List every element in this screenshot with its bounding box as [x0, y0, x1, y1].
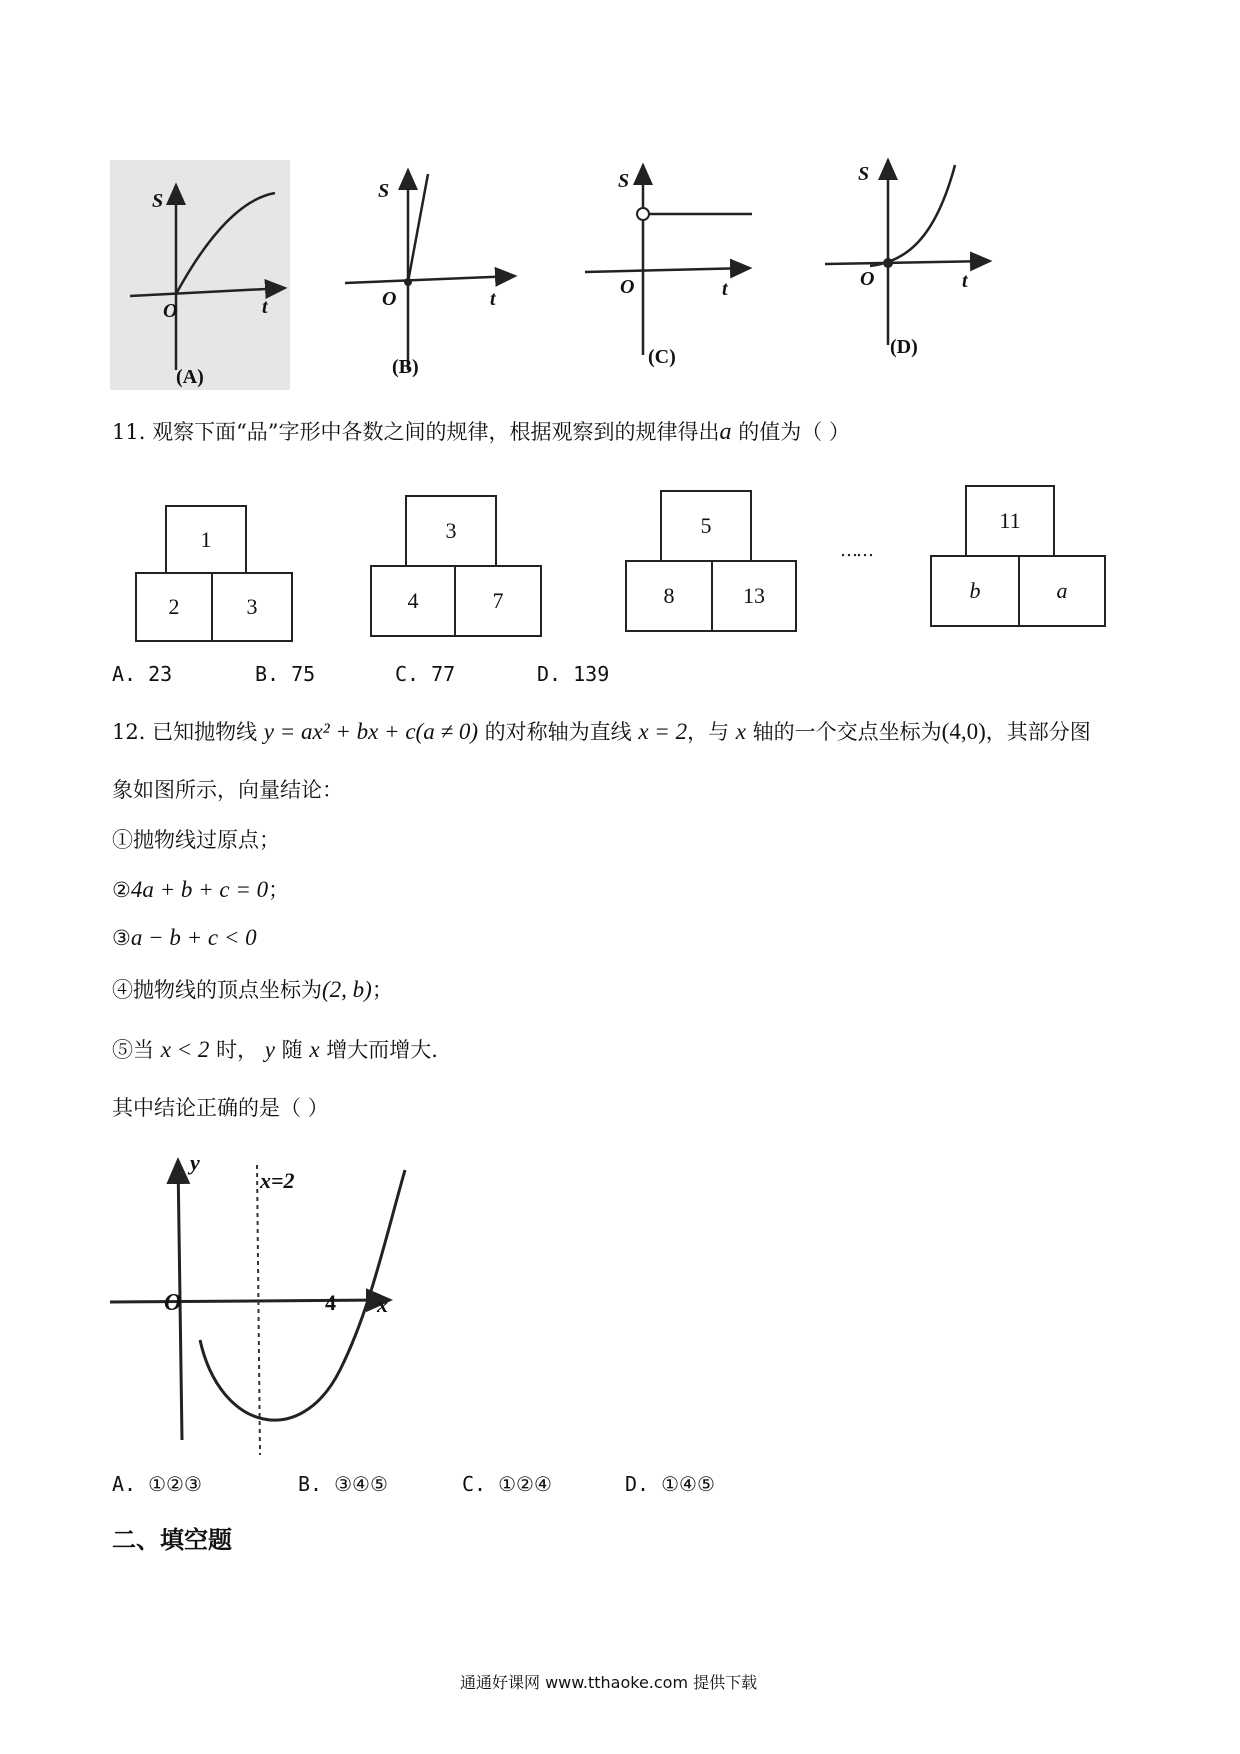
graph-d-t-label: t: [962, 270, 968, 292]
pin-shape-2-left: 4: [370, 565, 456, 637]
pin-shape-2-right: 7: [454, 565, 542, 637]
graph-c-axes: [585, 165, 750, 355]
parabola-root-label: 4: [325, 1290, 336, 1315]
section-heading-fill-in: 二、填空题: [112, 1526, 232, 1554]
parabola-x-axis: [110, 1300, 390, 1302]
q12-option-b[interactable]: B. ③④⑤: [298, 1472, 388, 1496]
question-12-line1: 12. 已知抛物线 y = ax² + bx + c(a ≠ 0) 的对称轴为直线 x = 2，与 x 轴的一个交点坐标为(4,0)，其部分图: [112, 719, 1091, 744]
q11-option-a[interactable]: A. 23: [112, 662, 173, 686]
pin-shape-4-left: b: [930, 555, 1020, 627]
conclusion-5: ⑤当 x < 2 时， y 随 x 增大而增大.: [112, 1037, 438, 1062]
pin-shape-1-left: 2: [135, 572, 213, 642]
graph-b-line: [408, 174, 428, 282]
graph-b-origin-dot: [404, 278, 412, 286]
question-12-ask: 其中结论正确的是（ ）: [112, 1096, 329, 1120]
q12-option-c[interactable]: C. ①②④: [462, 1472, 552, 1496]
graph-c-s-label: S: [618, 170, 630, 192]
pin-shape-1-right: 3: [211, 572, 293, 642]
graph-d-label: (D): [890, 336, 918, 358]
conclusion-1: ①抛物线过原点；: [112, 828, 280, 852]
parabola-y-label: y: [190, 1150, 200, 1175]
pin-ellipsis: ……: [840, 540, 872, 561]
symmetry-axis: [257, 1165, 260, 1455]
conclusion-4: ④抛物线的顶点坐标为(2, b)；: [112, 977, 393, 1002]
pin-shape-2-top: 3: [405, 495, 497, 567]
pin-shape-4-right: a: [1018, 555, 1106, 627]
graph-a-origin-label: O: [163, 300, 178, 322]
q11-option-c[interactable]: C. 77: [395, 662, 456, 686]
graph-a-label: (A): [176, 366, 204, 388]
graph-b-s-label: S: [378, 180, 390, 202]
footer-text: 通通好课网 www.tthaoke.com 提供下载: [460, 1673, 758, 1692]
pin-shape-1-top: 1: [165, 505, 247, 575]
conclusion-3: ③a − b + c < 0: [112, 925, 257, 950]
graph-d-curve: [870, 165, 955, 266]
symmetry-axis-label: x=2: [260, 1168, 295, 1193]
graph-b-axes: [345, 170, 515, 370]
pin-shape-3-top: 5: [660, 490, 752, 562]
graph-d-origin-dot: [883, 258, 893, 268]
top-graphs: [0, 0, 1240, 400]
graph-c-origin-label: O: [620, 276, 635, 298]
graph-a-curve: [176, 193, 275, 294]
graph-c-label: (C): [648, 346, 676, 368]
question-12-line2: 象如图所示，向量结论：: [112, 778, 343, 802]
parabola-curve: [200, 1170, 405, 1420]
graph-c-open-dot: [637, 208, 649, 220]
q11-option-b[interactable]: B. 75: [255, 662, 316, 686]
pin-shape-3-right: 13: [711, 560, 797, 632]
graph-b-label: (B): [392, 356, 419, 378]
graph-b-origin-label: O: [382, 288, 397, 310]
pin-shape-3-left: 8: [625, 560, 713, 632]
graph-c-t-label: t: [722, 278, 728, 300]
question-11-text: 11. 观察下面“品”字形中各数之间的规律，根据观察到的规律得出a 的值为（ ）: [112, 419, 850, 445]
graph-d-s-label: S: [858, 163, 870, 185]
q12-option-d[interactable]: D. ①④⑤: [625, 1472, 715, 1496]
conclusion-2: ②4a + b + c = 0；: [112, 877, 290, 902]
graph-d-origin-label: O: [860, 268, 875, 290]
q11-option-d[interactable]: D. 139: [537, 662, 610, 686]
graph-b-t-label: t: [490, 288, 496, 310]
graph-a-s-label: S: [152, 190, 164, 212]
parabola-origin-label: O: [164, 1290, 182, 1316]
q12-option-a[interactable]: A. ①②③: [112, 1472, 202, 1496]
parabola-x-label: x: [377, 1292, 388, 1317]
graph-a-t-label: t: [262, 296, 268, 318]
pin-shape-4-top: 11: [965, 485, 1055, 557]
